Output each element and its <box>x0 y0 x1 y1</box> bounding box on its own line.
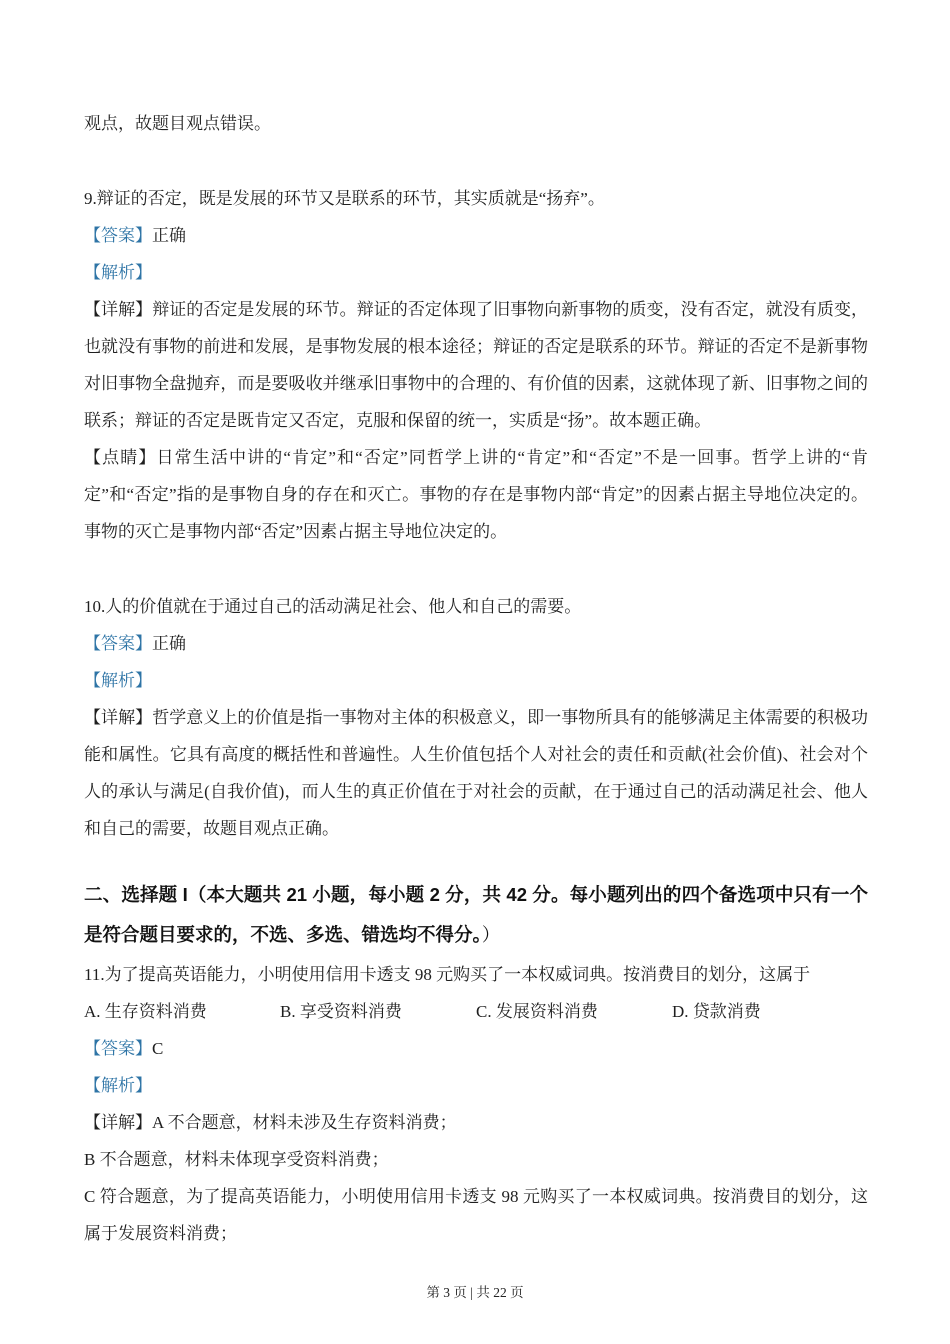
question-10-stem: 10.人的价值就在于通过自己的活动满足社会、他人和自己的需要。 <box>84 597 582 616</box>
question-11-detail-a-text: A 不合题意，材料未涉及生存资料消费； <box>152 1113 457 1132</box>
section-2-heading-tail: ） <box>481 926 501 946</box>
question-11-detail-line-b: B 不合题意，材料未体现享受资料消费； <box>84 1150 389 1169</box>
question-10-answer-line <box>84 625 868 662</box>
question-10-detail-text: 哲学意义上的价值是指一事物对主体的积极意义，即一事物所具有的能够满足主体需要的积极功能和属性。它具有高度的概括性和普遍性。人生价值包括个人对社会的责任和贡献(社会价值)、社会对个人的承认与满足(自我价值)，而人生的真正价值在于对社会的贡献，在于通过自己的活动满足社会、他人和自己的需要，故题目观点正确。 <box>84 708 869 838</box>
question-9-stem: 9.辩证的否定，既是发展的环节又是联系的环节，其实质就是“扬弃”。 <box>84 189 605 208</box>
option-c: C. 发展资料消费 <box>476 1002 598 1021</box>
question-10-block <box>84 588 868 847</box>
answer-label: 【答案】 <box>84 1039 152 1058</box>
question-10-analysis-line <box>84 662 868 699</box>
question-10-answer-value: 正确 <box>152 634 186 653</box>
analysis-label: 【解析】 <box>84 1076 152 1095</box>
option-b: B. 享受资料消费 <box>280 1002 402 1021</box>
question-11-answer-value: C <box>152 1039 164 1058</box>
page-number-indicator: 第 3 页 | 共 22 页 <box>426 1285 524 1300</box>
question-11-stem: 11.为了提高英语能力，小明使用信用卡透支 98 元购买了一本权威词典。按消费目的划分，这属于 <box>84 965 811 984</box>
question-11-analysis-line <box>84 1067 868 1104</box>
section-2-heading <box>84 875 868 956</box>
question-11-block <box>84 956 868 1252</box>
question-10-detail-paragraph <box>84 699 868 847</box>
detail-label: 【详解】 <box>84 1113 152 1132</box>
question-9-tip-text: 日常生活中讲的“肯定”和“否定”同哲学上讲的“肯定”和“否定”不是一回事。哲学上讲的“肯定”和“否定”指的是事物自身的存在和灭亡。事物的存在是事物内部“肯定”的因素占据主导地位决定的。事物的灭亡是事物内部“否定”因素占据主导地位决定的。 <box>84 448 868 541</box>
question-9-block <box>84 180 868 550</box>
question-11-detail-line-a <box>84 1104 868 1141</box>
question-9-analysis-line <box>84 254 868 291</box>
section-2-heading-bold: 二、选择题 I（本大题共 21 小题，每小题 2 分，共 42 分。每小题列出的四个备选项中只有一个是符合题目要求的，不选、多选、错选均不得分。 <box>84 884 868 945</box>
question-9-detail-text: 辩证的否定是发展的环节。辩证的否定体现了旧事物向新事物的质变，没有否定，就没有质变，也就没有事物的前进和发展，是事物发展的根本途径；辩证的否定是联系的环节。辩证的否定不是新事物对旧事物全盘抛弃，而是要吸收并继承旧事物中的合理的、有价值的因素，这就体现了新、旧事物之间的联系；辩证的否定是既肯定又否定，克服和保留的统一，实质是“扬”。故本题正确。 <box>84 300 869 430</box>
answer-label: 【答案】 <box>84 634 152 653</box>
question-9-tip-paragraph <box>84 439 868 550</box>
question-9-detail-paragraph <box>84 291 868 439</box>
answer-label: 【答案】 <box>84 226 152 245</box>
question-9-answer-value: 正确 <box>152 226 186 245</box>
analysis-label: 【解析】 <box>84 263 152 282</box>
tip-label: 【点睛】 <box>84 448 157 467</box>
detail-label: 【详解】 <box>84 300 153 319</box>
analysis-label: 【解析】 <box>84 671 152 690</box>
question-11-detail-line-c: C 符合题意，为了提高英语能力，小明使用信用卡透支 98 元购买了一本权威词典。按消费目的划分，这属于发展资料消费； <box>84 1187 868 1243</box>
question-11-answer-line <box>84 1030 868 1067</box>
detail-label: 【详解】 <box>84 708 153 727</box>
option-a: A. 生存资料消费 <box>84 1002 207 1021</box>
option-d: D. 贷款消费 <box>672 1002 761 1021</box>
question-11-options <box>84 993 868 1030</box>
carryover-text: 观点，故题目观点错误。 <box>84 114 271 133</box>
question-9-answer-line <box>84 217 868 254</box>
